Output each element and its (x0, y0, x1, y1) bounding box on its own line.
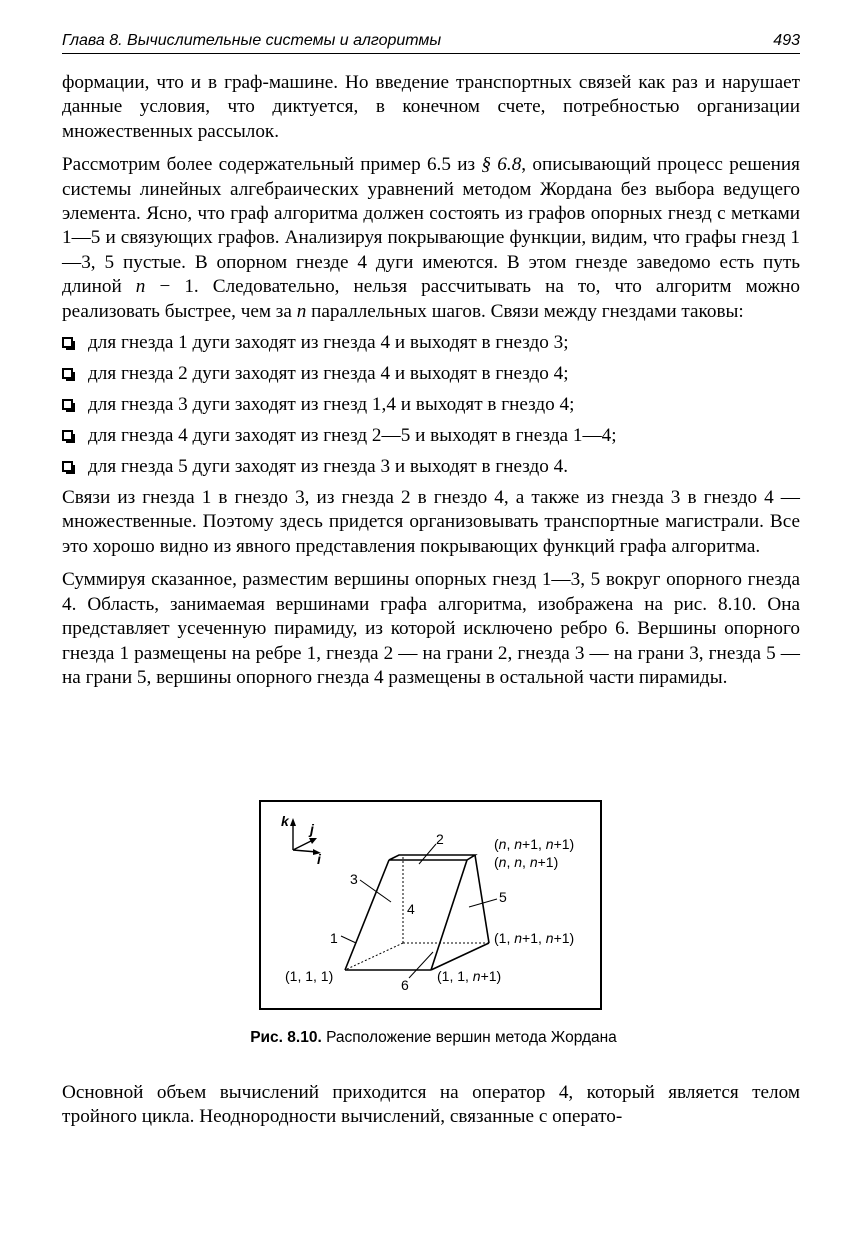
list-item (62, 393, 800, 417)
list-item-text: для гнезда 2 дуги заходят из гнезда 4 и выходят в гнездо 4; (88, 363, 569, 385)
leader-3 (360, 880, 391, 902)
leader-6 (409, 952, 433, 978)
list-item (62, 455, 800, 479)
coord-n-n1-n1: (n, n+1, n+1) (494, 836, 575, 852)
section-reference: § 6.8 (481, 154, 522, 176)
front-right-edge (431, 860, 467, 970)
bottom-right-edge (431, 943, 489, 970)
list-item (62, 362, 800, 386)
body-text-bottom (62, 1081, 800, 1130)
figure-8-10 (259, 800, 602, 1010)
axis-j-label: j (310, 821, 314, 837)
coord-1-n1-n1: (1, n+1, n+1) (494, 930, 575, 946)
axis-j (293, 840, 313, 850)
running-head (62, 28, 800, 54)
body-text (62, 71, 800, 690)
checkbox-bullet-icon (62, 337, 73, 348)
axis-i-label: i (317, 851, 321, 867)
leader-2 (419, 844, 436, 864)
checkbox-bullet-icon (62, 461, 73, 472)
label-3: 3 (350, 871, 358, 887)
checkbox-bullet-icon (62, 368, 73, 379)
page-number: 493 (773, 32, 800, 49)
label-2: 2 (436, 831, 444, 847)
list-item (62, 424, 800, 448)
paragraph-1: формации, что и в граф-машине. Но введение транспортных связей как раз и нарушает данные условия, что диктуется, в конечном счете, потребностью организации множественных рассылок. (62, 72, 800, 142)
list-item-text: для гнезда 4 дуги заходят из гнезд 2—5 и выходят в гнезда 1—4; (88, 425, 617, 447)
list-item-text: для гнезда 1 дуги заходят из гнезда 4 и выходят в гнездо 3; (88, 332, 569, 354)
label-1: 1 (330, 930, 338, 946)
top-face (389, 855, 475, 860)
paragraph-4: Суммируя сказанное, разместим вершины опорных гнезд 1—3, 5 вокруг опорного гнезда 4. Область, занимаемая вершинами графа алгоритма, изображена на рис. 8.10. Она представляет усеченную пирамиду, из которой исключено ребро 6. Вершины опорного гнезда 1 размещены на ребре 1, гнезда 2 — на грани 2, гнезда 3 — на грани 3, гнезда 5 — на грани 5, вершины опорного гнезда 4 размещены в остальной части пирамиды. (62, 569, 800, 688)
paragraph-2-text-a: Рассмотрим более содержательный пример 6.5 из (62, 154, 482, 176)
back-right-edge (475, 855, 489, 943)
list-item-text: для гнезда 3 дуги заходят из гнезд 1,4 и выходят в гнездо 4; (88, 394, 575, 416)
label-5: 5 (499, 889, 507, 905)
bullet-list (62, 331, 800, 479)
checkbox-bullet-icon (62, 430, 73, 441)
coord-1-1-1: (1, 1, 1) (285, 968, 334, 984)
coord-1-1-n1: (1, 1, n+1) (437, 968, 502, 984)
axis-k-arrow-icon (290, 818, 296, 826)
paragraph-2-text-b: , описывающий процесс решения системы линейных алгебраических уравнений методом Жордана без выбора ведущего элемента. Ясно, что граф алгоритма должен состоять из графов опорных гнезд с метками 1—5 и связующих графов. Анализируя покрывающие функции, видим, что графы гнезд 1—3, 5 пустые. В опорном гнезде 4 дуги имеются. В этом гнезде заведомо есть путь длиной (62, 154, 800, 298)
var-n: n (296, 300, 307, 322)
figure-caption (0, 1029, 867, 1047)
paragraph-5: Основной объем вычислений приходится на оператор 4, который является телом тройного цикла. Неоднородности вычислений, связанные с операто- (62, 1082, 800, 1128)
label-6: 6 (401, 977, 409, 993)
caption-text: Расположение вершин метода Жордана (321, 1029, 617, 1046)
page (62, 28, 800, 690)
var-n: n (135, 276, 146, 298)
paragraph-2-text-d: параллельных шагов. Связи между гнездами таковы: (306, 300, 744, 322)
caption-label: Рис. 8.10. (250, 1029, 322, 1046)
pyramid-diagram (261, 802, 604, 1012)
list-item-text: для гнезда 5 дуги заходят из гнезда 3 и выходят в гнездо 4. (88, 456, 569, 478)
paragraph-2 (62, 153, 800, 324)
leader-1 (341, 936, 356, 943)
label-4: 4 (407, 901, 415, 917)
checkbox-bullet-icon (62, 399, 73, 410)
paragraph-3: Связи из гнезда 1 в гнездо 3, из гнезда 2 в гнездо 4, а также из гнезда 3 в гнездо 4 — множественные. Поэтому здесь придется организовывать транспортные магистрали. Все это хорошо видно из явного представления покрывающих функций графа алгоритма. (62, 487, 800, 557)
axis-k-label: k (281, 813, 289, 829)
chapter-title: Глава 8. Вычислительные системы и алгоритмы (62, 32, 442, 49)
list-item (62, 331, 800, 355)
coord-n-n-n1: (n, n, n+1) (494, 854, 559, 870)
paragraph-2-text-c: − 1. Следовательно, нельзя рассчитывать на то, что алгоритм можно реализовать быстрее, чем за (62, 276, 800, 322)
